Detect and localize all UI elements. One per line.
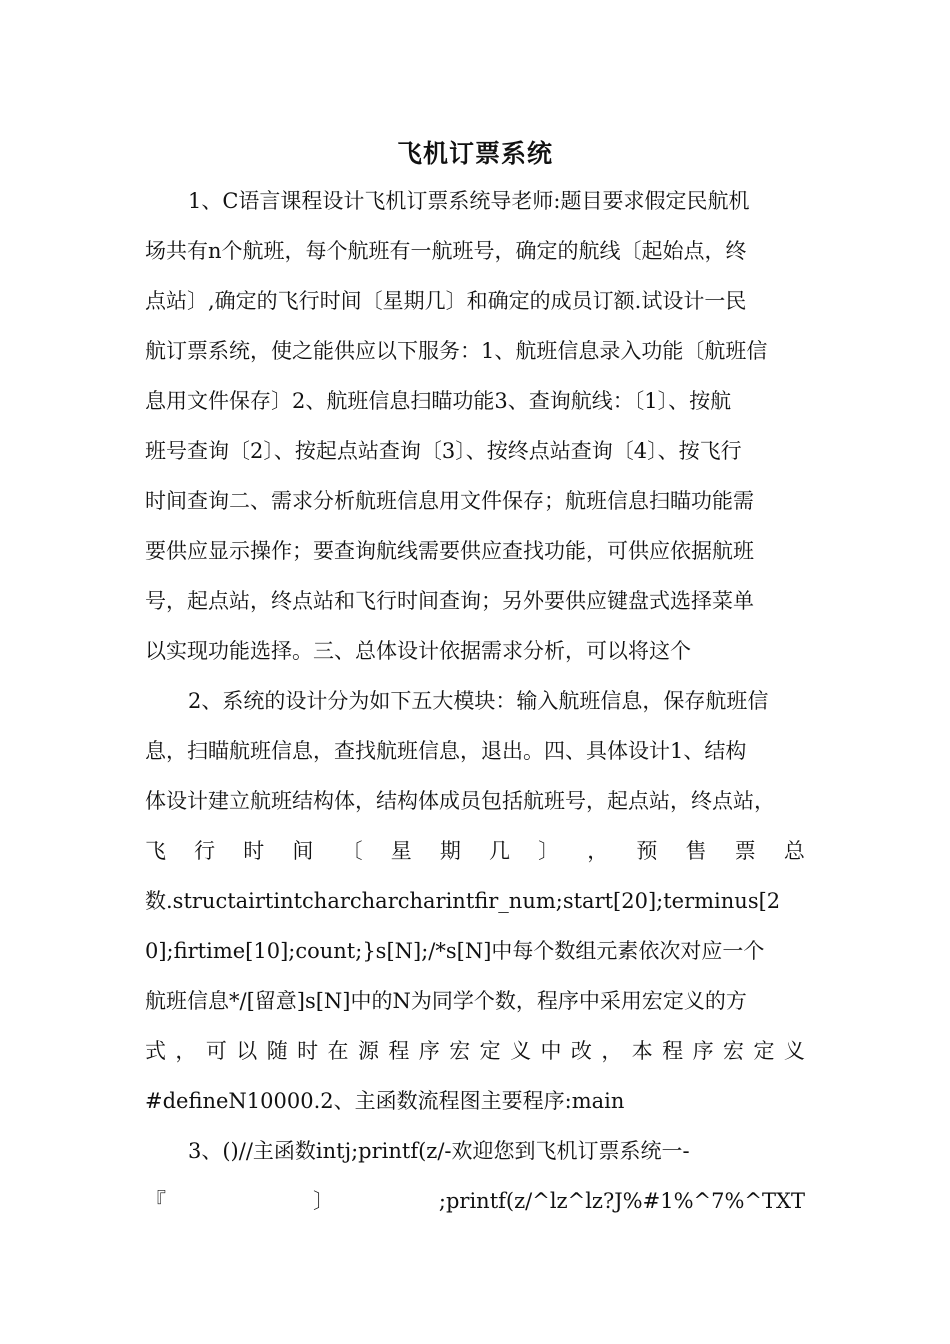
paragraph-line: 飞 行 时 间 〔 星 期 几 〕 ， 预 售 票 总 [145,839,805,863]
code-fragment: ;printf(z/^lz^lz?J%#1%^7%^TXT [438,1189,805,1213]
paragraph-line: 航订票系统，使之能供应以下服务：1、航班信息录入功能〔航班信 [145,339,768,363]
paragraph-line: 体设计建立航班结构体，结构体成员包括航班号，起点站，终点站， [145,789,775,813]
paragraph-line: 息，扫瞄航班信息，查找航班信息，退出。四、具体设计1、结构 [145,739,747,763]
paragraph-line: 班号查询〔2〕、按起点站查询〔3〕、按终点站查询〔4〕、按飞行 [145,439,742,463]
paragraph-line: 数.structairtintcharcharcharintfir_num;start[20];terminus[2 [145,889,781,913]
paragraph-line: 航班信息*/[留意]s[N]中的N为同学个数，程序中采用宏定义的方 [145,989,747,1013]
paragraph-line: 3、()//主函数intj;printf(z/-欢迎您到飞机订票系统一- [188,1139,690,1163]
paragraph-line: 时间查询二、需求分析航班信息用文件保存；航班信息扫瞄功能需 [145,489,754,513]
paragraph-line: 式 ， 可 以 随 时 在 源 程 序 宏 定 义 中 改 ， 本 程 序 宏 定 义 [145,1039,805,1063]
paragraph-line: 号，起点站，终点站和飞行时间查询；另外要供应键盘式选择菜单 [145,589,754,613]
paragraph-line: 2、系统的设计分为如下五大模块：输入航班信息，保存航班信 [188,689,769,713]
page-title: 飞机订票系统 [396,139,553,168]
paragraph-line: 1、C语言课程设计飞机订票系统导老师:题目要求假定民航机 [188,189,750,213]
paragraph-line: #defineN10000.2、主函数流程图主要程序:main [145,1089,625,1113]
paragraph-line: 息用文件保存〕2、航班信息扫瞄功能3、查询航线：〔1〕、按航 [145,389,732,413]
paragraph-line: 以实现功能选择。三、总体设计依据需求分析，可以将这个 [145,639,691,663]
paragraph-line: 点站〕,确定的飞行时间〔星期几〕和确定的成员订额.试设计一民 [145,289,747,313]
paragraph-line: 要供应显示操作；要查询航线需要供应查找功能，可供应依据航班 [145,539,754,563]
paragraph-line: 场共有n个航班，每个航班有一航班号，确定的航线〔起始点，终 [145,239,747,263]
bracket-close: 〕 [313,1189,334,1213]
bracket-open: 『 [145,1189,166,1213]
paragraph-line: 0];firtime[10];count;}s[N];/*s[N]中每个数组元素依次对应一个 [145,939,765,963]
